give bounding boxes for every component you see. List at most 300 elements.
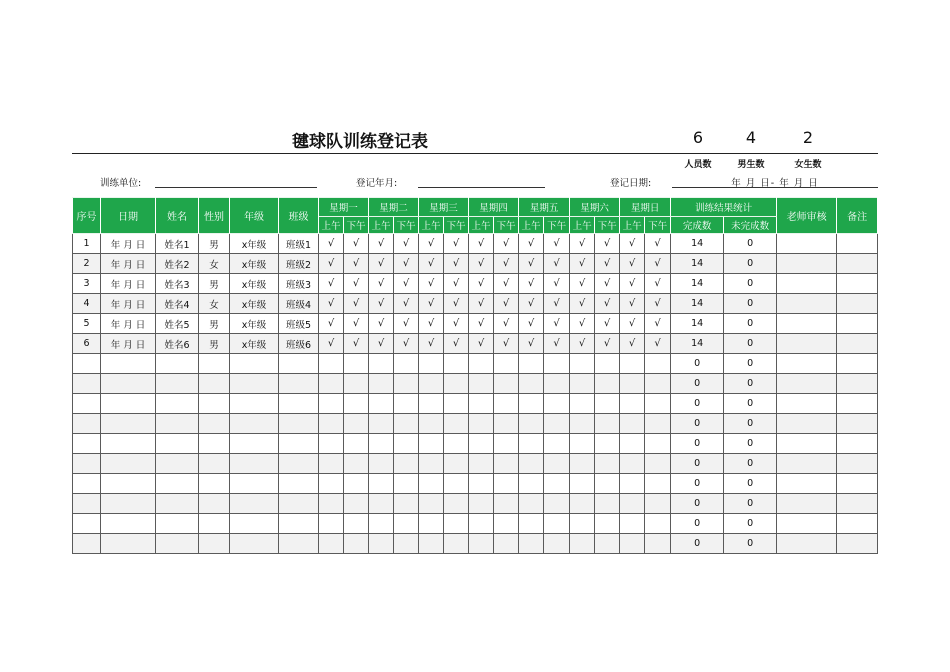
cell-check[interactable]: [519, 374, 544, 394]
cell-check[interactable]: √: [344, 334, 369, 354]
cell-check[interactable]: [620, 394, 645, 414]
cell-check[interactable]: [544, 494, 570, 514]
cell-check[interactable]: [369, 454, 394, 474]
cell-check[interactable]: √: [469, 234, 494, 254]
cell-check[interactable]: [645, 434, 671, 454]
cell-check[interactable]: [419, 454, 444, 474]
cell-check[interactable]: √: [595, 274, 620, 294]
cell-check[interactable]: [494, 494, 519, 514]
cell-class[interactable]: [279, 534, 319, 554]
cell-check[interactable]: √: [469, 274, 494, 294]
cell-check[interactable]: [544, 374, 570, 394]
cell-seq[interactable]: [73, 374, 101, 394]
cell-check[interactable]: [570, 514, 595, 534]
cell-remark[interactable]: [837, 394, 878, 414]
cell-check[interactable]: [344, 534, 369, 554]
cell-check[interactable]: [620, 414, 645, 434]
cell-check[interactable]: [595, 374, 620, 394]
cell-gender[interactable]: [199, 514, 230, 534]
cell-check[interactable]: √: [570, 294, 595, 314]
cell-check[interactable]: [645, 414, 671, 434]
cell-check[interactable]: √: [344, 274, 369, 294]
cell-gender[interactable]: [199, 354, 230, 374]
cell-check[interactable]: [469, 454, 494, 474]
cell-check[interactable]: [645, 394, 671, 414]
cell-date[interactable]: [101, 434, 156, 454]
cell-check[interactable]: [595, 474, 620, 494]
cell-check[interactable]: √: [419, 314, 444, 334]
cell-check[interactable]: [394, 534, 419, 554]
cell-check[interactable]: [444, 474, 469, 494]
cell-check[interactable]: [519, 474, 544, 494]
cell-check[interactable]: √: [369, 234, 394, 254]
cell-teacher[interactable]: [777, 394, 837, 414]
cell-check[interactable]: √: [319, 314, 344, 334]
cell-gender[interactable]: [199, 414, 230, 434]
cell-check[interactable]: √: [344, 234, 369, 254]
cell-check[interactable]: √: [620, 234, 645, 254]
cell-grade[interactable]: [230, 394, 279, 414]
cell-check[interactable]: [645, 514, 671, 534]
cell-check[interactable]: [394, 414, 419, 434]
cell-gender[interactable]: [199, 434, 230, 454]
cell-check[interactable]: √: [444, 234, 469, 254]
cell-check[interactable]: √: [369, 314, 394, 334]
cell-name[interactable]: [156, 434, 199, 454]
cell-teacher[interactable]: [777, 474, 837, 494]
cell-date[interactable]: [101, 414, 156, 434]
cell-check[interactable]: √: [444, 314, 469, 334]
cell-check[interactable]: [494, 514, 519, 534]
cell-check[interactable]: [419, 534, 444, 554]
cell-grade[interactable]: [230, 374, 279, 394]
cell-check[interactable]: [394, 474, 419, 494]
cell-check[interactable]: √: [469, 334, 494, 354]
cell-check[interactable]: [544, 354, 570, 374]
cell-check[interactable]: √: [519, 334, 544, 354]
cell-check[interactable]: √: [595, 314, 620, 334]
cell-check[interactable]: √: [645, 234, 671, 254]
cell-remark[interactable]: [837, 274, 878, 294]
cell-check[interactable]: [319, 394, 344, 414]
cell-check[interactable]: √: [394, 274, 419, 294]
cell-check[interactable]: [444, 514, 469, 534]
cell-check[interactable]: [444, 434, 469, 454]
cell-check[interactable]: √: [444, 294, 469, 314]
cell-teacher[interactable]: [777, 414, 837, 434]
cell-check[interactable]: √: [519, 274, 544, 294]
cell-gender[interactable]: [199, 494, 230, 514]
cell-check[interactable]: [595, 354, 620, 374]
cell-check[interactable]: √: [645, 334, 671, 354]
cell-check[interactable]: √: [570, 234, 595, 254]
cell-check[interactable]: √: [394, 234, 419, 254]
cell-check[interactable]: [344, 494, 369, 514]
cell-check[interactable]: [344, 454, 369, 474]
cell-teacher[interactable]: [777, 254, 837, 274]
cell-check[interactable]: [544, 474, 570, 494]
cell-check[interactable]: [444, 374, 469, 394]
cell-check[interactable]: [544, 434, 570, 454]
cell-remark[interactable]: [837, 314, 878, 334]
cell-class[interactable]: [279, 374, 319, 394]
cell-check[interactable]: √: [570, 334, 595, 354]
cell-check[interactable]: [645, 354, 671, 374]
cell-check[interactable]: √: [344, 254, 369, 274]
cell-check[interactable]: [645, 454, 671, 474]
cell-check[interactable]: [595, 394, 620, 414]
cell-remark[interactable]: [837, 474, 878, 494]
cell-check[interactable]: [394, 434, 419, 454]
cell-grade[interactable]: [230, 494, 279, 514]
cell-teacher[interactable]: [777, 354, 837, 374]
cell-check[interactable]: [544, 454, 570, 474]
cell-check[interactable]: √: [544, 314, 570, 334]
cell-grade[interactable]: [230, 414, 279, 434]
cell-check[interactable]: [494, 434, 519, 454]
cell-check[interactable]: √: [444, 334, 469, 354]
cell-check[interactable]: √: [544, 234, 570, 254]
cell-grade[interactable]: [230, 514, 279, 534]
cell-check[interactable]: √: [394, 254, 419, 274]
cell-class[interactable]: [279, 414, 319, 434]
cell-check[interactable]: [519, 534, 544, 554]
cell-remark[interactable]: [837, 494, 878, 514]
cell-check[interactable]: [469, 374, 494, 394]
cell-check[interactable]: [444, 494, 469, 514]
cell-check[interactable]: √: [519, 234, 544, 254]
registration-month-field[interactable]: [418, 187, 545, 188]
cell-check[interactable]: [344, 514, 369, 534]
cell-check[interactable]: [444, 454, 469, 474]
cell-remark[interactable]: [837, 434, 878, 454]
cell-seq[interactable]: [73, 494, 101, 514]
cell-check[interactable]: √: [645, 274, 671, 294]
cell-check[interactable]: [595, 414, 620, 434]
cell-check[interactable]: [570, 354, 595, 374]
cell-check[interactable]: [319, 514, 344, 534]
cell-check[interactable]: [344, 354, 369, 374]
cell-remark[interactable]: [837, 414, 878, 434]
cell-check[interactable]: √: [519, 254, 544, 274]
cell-check[interactable]: [319, 534, 344, 554]
cell-gender[interactable]: [199, 394, 230, 414]
cell-grade[interactable]: [230, 434, 279, 454]
cell-check[interactable]: [319, 434, 344, 454]
cell-seq[interactable]: [73, 474, 101, 494]
cell-check[interactable]: √: [319, 294, 344, 314]
cell-class[interactable]: [279, 434, 319, 454]
cell-check[interactable]: √: [469, 254, 494, 274]
cell-date[interactable]: [101, 494, 156, 514]
cell-check[interactable]: √: [620, 294, 645, 314]
cell-check[interactable]: √: [519, 314, 544, 334]
cell-check[interactable]: [494, 374, 519, 394]
cell-check[interactable]: [519, 414, 544, 434]
cell-check[interactable]: [469, 414, 494, 434]
cell-check[interactable]: √: [595, 334, 620, 354]
cell-date[interactable]: [101, 354, 156, 374]
cell-check[interactable]: √: [645, 314, 671, 334]
cell-check[interactable]: [319, 374, 344, 394]
cell-check[interactable]: [419, 354, 444, 374]
cell-check[interactable]: √: [519, 294, 544, 314]
cell-check[interactable]: √: [319, 274, 344, 294]
cell-check[interactable]: [620, 434, 645, 454]
cell-remark[interactable]: [837, 514, 878, 534]
cell-check[interactable]: [570, 454, 595, 474]
cell-check[interactable]: √: [620, 334, 645, 354]
cell-check[interactable]: [419, 494, 444, 514]
cell-check[interactable]: [570, 394, 595, 414]
cell-check[interactable]: [469, 474, 494, 494]
cell-check[interactable]: [319, 354, 344, 374]
cell-name[interactable]: [156, 354, 199, 374]
cell-remark[interactable]: [837, 334, 878, 354]
cell-check[interactable]: [369, 414, 394, 434]
cell-teacher[interactable]: [777, 334, 837, 354]
cell-check[interactable]: [319, 474, 344, 494]
cell-check[interactable]: √: [544, 334, 570, 354]
cell-seq[interactable]: [73, 514, 101, 534]
cell-remark[interactable]: [837, 534, 878, 554]
cell-seq[interactable]: [73, 534, 101, 554]
cell-check[interactable]: [595, 454, 620, 474]
cell-check[interactable]: √: [419, 294, 444, 314]
cell-name[interactable]: [156, 454, 199, 474]
cell-gender[interactable]: [199, 474, 230, 494]
cell-remark[interactable]: [837, 454, 878, 474]
cell-check[interactable]: [444, 414, 469, 434]
cell-check[interactable]: [645, 534, 671, 554]
cell-check[interactable]: [319, 494, 344, 514]
cell-check[interactable]: [419, 394, 444, 414]
cell-gender[interactable]: [199, 454, 230, 474]
cell-check[interactable]: [645, 374, 671, 394]
cell-check[interactable]: [469, 534, 494, 554]
cell-check[interactable]: [419, 474, 444, 494]
cell-check[interactable]: [570, 494, 595, 514]
cell-name[interactable]: [156, 494, 199, 514]
cell-date[interactable]: [101, 514, 156, 534]
cell-date[interactable]: [101, 474, 156, 494]
cell-check[interactable]: √: [570, 314, 595, 334]
cell-check[interactable]: [469, 514, 494, 534]
cell-seq[interactable]: [73, 434, 101, 454]
cell-check[interactable]: [344, 434, 369, 454]
cell-check[interactable]: [469, 354, 494, 374]
cell-check[interactable]: [344, 394, 369, 414]
cell-check[interactable]: [394, 354, 419, 374]
cell-check[interactable]: [544, 414, 570, 434]
cell-class[interactable]: [279, 514, 319, 534]
cell-check[interactable]: √: [494, 234, 519, 254]
cell-teacher[interactable]: [777, 234, 837, 254]
cell-check[interactable]: [519, 494, 544, 514]
cell-date[interactable]: [101, 534, 156, 554]
cell-check[interactable]: [570, 374, 595, 394]
cell-check[interactable]: [419, 414, 444, 434]
cell-remark[interactable]: [837, 294, 878, 314]
cell-check[interactable]: [469, 394, 494, 414]
cell-check[interactable]: √: [444, 254, 469, 274]
cell-check[interactable]: [519, 514, 544, 534]
cell-name[interactable]: [156, 414, 199, 434]
cell-check[interactable]: [394, 494, 419, 514]
cell-check[interactable]: √: [645, 254, 671, 274]
cell-check[interactable]: [369, 514, 394, 534]
cell-check[interactable]: [645, 474, 671, 494]
cell-grade[interactable]: [230, 534, 279, 554]
cell-check[interactable]: √: [344, 294, 369, 314]
cell-teacher[interactable]: [777, 534, 837, 554]
cell-seq[interactable]: [73, 394, 101, 414]
cell-check[interactable]: [570, 474, 595, 494]
cell-check[interactable]: √: [369, 294, 394, 314]
cell-check[interactable]: [570, 434, 595, 454]
cell-check[interactable]: √: [595, 254, 620, 274]
cell-date[interactable]: [101, 374, 156, 394]
cell-check[interactable]: [544, 394, 570, 414]
cell-check[interactable]: [319, 454, 344, 474]
cell-check[interactable]: √: [494, 294, 519, 314]
cell-teacher[interactable]: [777, 494, 837, 514]
cell-check[interactable]: √: [570, 254, 595, 274]
cell-check[interactable]: √: [645, 294, 671, 314]
cell-check[interactable]: √: [319, 234, 344, 254]
cell-check[interactable]: [620, 514, 645, 534]
cell-check[interactable]: [645, 494, 671, 514]
cell-check[interactable]: [544, 514, 570, 534]
cell-teacher[interactable]: [777, 434, 837, 454]
cell-check[interactable]: [344, 414, 369, 434]
cell-class[interactable]: [279, 454, 319, 474]
cell-check[interactable]: [494, 394, 519, 414]
cell-check[interactable]: [519, 394, 544, 414]
cell-check[interactable]: [570, 414, 595, 434]
cell-date[interactable]: [101, 394, 156, 414]
cell-check[interactable]: [494, 534, 519, 554]
cell-check[interactable]: [319, 414, 344, 434]
cell-check[interactable]: [369, 374, 394, 394]
cell-teacher[interactable]: [777, 514, 837, 534]
cell-check[interactable]: √: [369, 254, 394, 274]
cell-seq[interactable]: [73, 454, 101, 474]
cell-teacher[interactable]: [777, 294, 837, 314]
cell-class[interactable]: [279, 494, 319, 514]
cell-check[interactable]: √: [494, 274, 519, 294]
cell-check[interactable]: [519, 454, 544, 474]
cell-check[interactable]: √: [494, 254, 519, 274]
cell-check[interactable]: [369, 354, 394, 374]
cell-check[interactable]: [394, 454, 419, 474]
cell-check[interactable]: [369, 394, 394, 414]
cell-check[interactable]: [394, 514, 419, 534]
cell-check[interactable]: [570, 534, 595, 554]
cell-class[interactable]: [279, 354, 319, 374]
cell-seq[interactable]: [73, 354, 101, 374]
cell-check[interactable]: [444, 394, 469, 414]
cell-check[interactable]: [419, 434, 444, 454]
cell-gender[interactable]: [199, 534, 230, 554]
cell-check[interactable]: [369, 434, 394, 454]
cell-teacher[interactable]: [777, 374, 837, 394]
cell-name[interactable]: [156, 514, 199, 534]
cell-check[interactable]: √: [419, 334, 444, 354]
cell-class[interactable]: [279, 474, 319, 494]
cell-check[interactable]: [369, 534, 394, 554]
cell-date[interactable]: [101, 454, 156, 474]
cell-teacher[interactable]: [777, 454, 837, 474]
cell-remark[interactable]: [837, 354, 878, 374]
cell-check[interactable]: √: [595, 234, 620, 254]
cell-name[interactable]: [156, 474, 199, 494]
cell-check[interactable]: [369, 474, 394, 494]
cell-check[interactable]: [620, 454, 645, 474]
cell-class[interactable]: [279, 394, 319, 414]
cell-check[interactable]: [494, 354, 519, 374]
cell-check[interactable]: [544, 534, 570, 554]
cell-seq[interactable]: [73, 414, 101, 434]
cell-name[interactable]: [156, 394, 199, 414]
cell-check[interactable]: √: [494, 314, 519, 334]
cell-check[interactable]: [469, 434, 494, 454]
cell-check[interactable]: [519, 354, 544, 374]
cell-check[interactable]: [469, 494, 494, 514]
cell-remark[interactable]: [837, 254, 878, 274]
cell-check[interactable]: √: [344, 314, 369, 334]
cell-check[interactable]: √: [570, 274, 595, 294]
cell-check[interactable]: √: [369, 334, 394, 354]
cell-check[interactable]: √: [369, 274, 394, 294]
cell-check[interactable]: √: [469, 294, 494, 314]
cell-remark[interactable]: [837, 374, 878, 394]
cell-check[interactable]: [369, 494, 394, 514]
cell-name[interactable]: [156, 374, 199, 394]
cell-check[interactable]: [595, 494, 620, 514]
cell-check[interactable]: [344, 374, 369, 394]
cell-check[interactable]: [394, 394, 419, 414]
cell-check[interactable]: [419, 514, 444, 534]
cell-check[interactable]: [394, 374, 419, 394]
cell-check[interactable]: √: [394, 334, 419, 354]
cell-grade[interactable]: [230, 454, 279, 474]
cell-check[interactable]: [494, 414, 519, 434]
cell-check[interactable]: √: [544, 254, 570, 274]
cell-check[interactable]: √: [319, 334, 344, 354]
cell-check[interactable]: [494, 474, 519, 494]
cell-check[interactable]: √: [494, 334, 519, 354]
cell-check[interactable]: √: [469, 314, 494, 334]
cell-check[interactable]: √: [394, 294, 419, 314]
cell-check[interactable]: [419, 374, 444, 394]
cell-check[interactable]: [620, 374, 645, 394]
cell-check[interactable]: √: [544, 274, 570, 294]
cell-gender[interactable]: [199, 374, 230, 394]
cell-check[interactable]: [595, 514, 620, 534]
cell-check[interactable]: [620, 494, 645, 514]
cell-check[interactable]: √: [620, 314, 645, 334]
cell-check[interactable]: √: [394, 314, 419, 334]
cell-remark[interactable]: [837, 234, 878, 254]
cell-check[interactable]: √: [544, 294, 570, 314]
cell-check[interactable]: [519, 434, 544, 454]
cell-check[interactable]: √: [620, 274, 645, 294]
cell-check[interactable]: [344, 474, 369, 494]
training-unit-field[interactable]: [155, 187, 317, 188]
cell-check[interactable]: [444, 534, 469, 554]
cell-check[interactable]: √: [595, 294, 620, 314]
